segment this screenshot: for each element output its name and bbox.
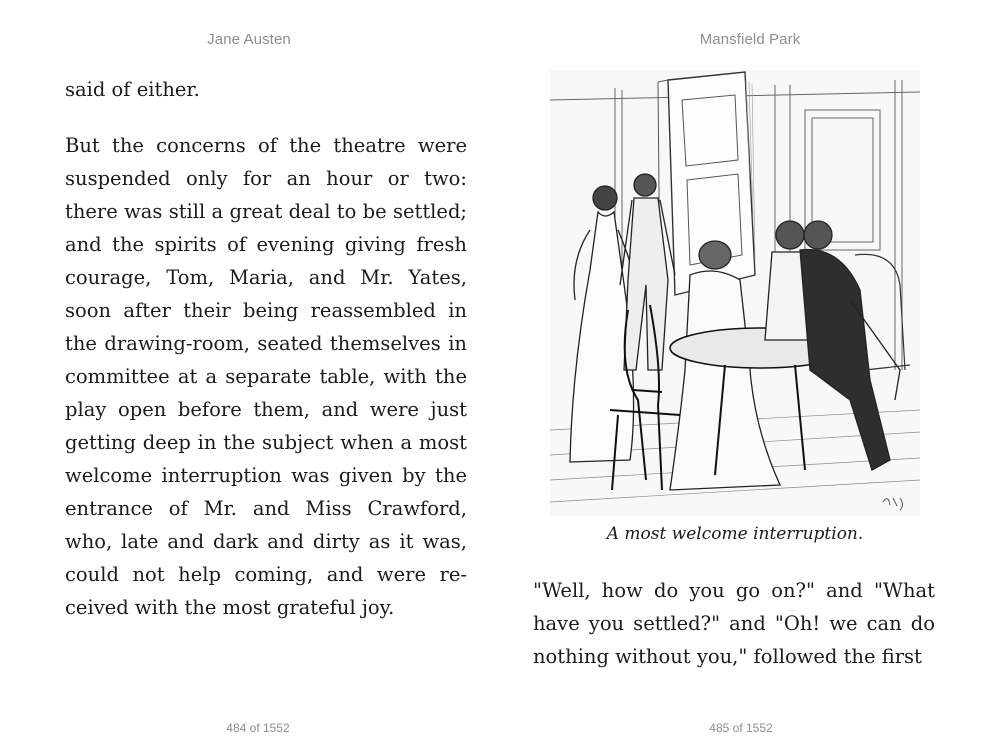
author-running-head: Jane Austen [207,31,291,48]
title-running-head: Mansfield Park [699,31,801,48]
engraving-illustration-icon [550,70,920,516]
illustration-caption: A most welcome interruption. [606,524,864,544]
left-page-paragraph: But the concerns of the theatre were suspended only for an hour or two: there was still a great deal to be settled; and the spirits of evening giving fresh courage, Tom, Maria, and Mr. Yates, soon after their being reassembled in the drawing-room, seated themselves in committee at a separate table, with the play open before them, and were just getting deep in the subject when a most welcome interruption was given by the entrance of Mr. and Miss Crawford, who, late and dark and dirty as it was, could not help coming, and were received with the most grateful joy. [65,134,467,619]
right-page-number: 485 of 1552 [709,721,773,735]
right-page-paragraph: "Well, how do you go on?" and "What have you settled?" and "Oh! we can do nothing without you," followed the first [533,579,935,668]
illustration-drawing [550,70,920,516]
left-page-number: 484 of 1552 [226,721,290,735]
left-page-paragraph: said of either. [65,78,200,101]
right-page[interactable] [500,0,1000,750]
